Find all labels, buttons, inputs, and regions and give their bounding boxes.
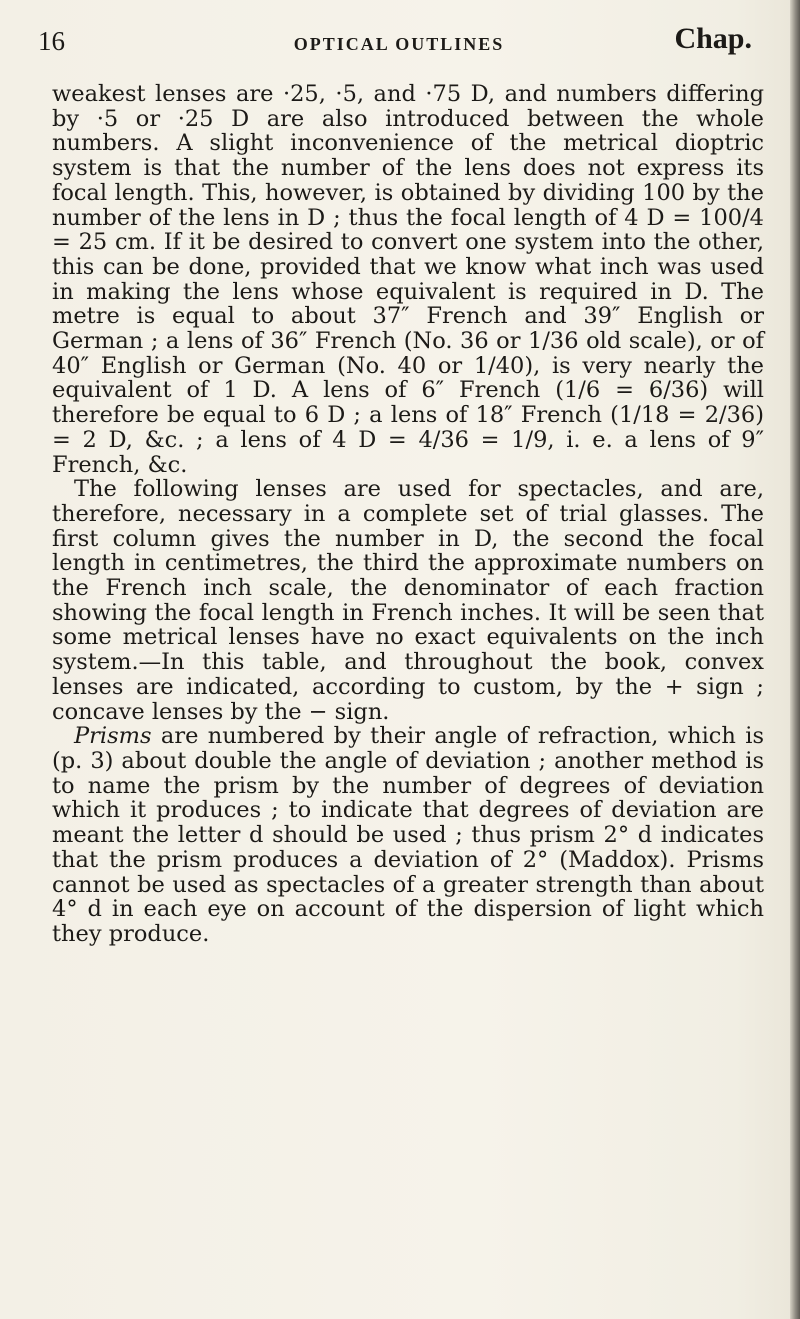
paragraph-trial-glasses: The following lenses are used for spectacles, and are, therefore, necessary in a complete set of trial glasses. The first column gives the number in D, the second the focal length in centimetres, the third the approximate numbers on the French inch scale, the denominator of each fraction showing the focal length in French inches. It will be seen that some metrical lenses have no exact equivalents on the inch system.—In this table, and throughout the book, convex lenses are indicated, according to custom, by the + sign ; concave lenses by the − sign. — [52, 476, 764, 725]
paragraph-lens-numbering: weakest lenses are ·25, ·5, and ·75 D, and numbers differing by ·5 or ·25 D are also introduced between the whole numbers. A slight inconvenience of the metrical dioptric system is that the number of the lens does not express its focal length. This, however, is obtained by dividing 100 by the number of the lens in D ; thus the focal length of 4 D = 100/4 = 25 cm. If it be desired to convert one system into the other, this can be done, provided that we know what inch was used in making the lens whose equivalent is required in D. The metre is equal to about 37″ French and 39″ English or German ; a lens of 36″ French (No. 36 or 1/36 old scale), or of 40″ English or German (No. 40 or 1/40), is very nearly the equivalent of 1 D. A lens of 6″ French (1/6 = 6/36) will therefore be equal to 6 D ; a lens of 18″ French (1/18 = 2/36) = 2 D, &c. ; a lens of 4 D = 4/36 = 1/9, i. e. a lens of 9″ French, &c. — [52, 81, 764, 478]
prisms-text: are numbered by their angle of refraction, which is (p. 3) about double the angle of deviation ; another method is to name the prism by the number of degrees of deviation which it produces ; to indicate that degrees of deviation are meant the letter d should be used ; thus prism 2° d indicates that the prism produces a deviation of 2° (Maddox). Prisms cannot be used as spectacles of a greater strength than about 4° d in each eye on account of the dispersion of light which they produce. — [52, 723, 764, 947]
prisms-lead-word: Prisms — [74, 723, 152, 750]
body-text — [52, 82, 764, 947]
paragraph-prisms — [52, 724, 764, 946]
running-head: OPTICAL OUTLINES — [293, 34, 505, 54]
page-header — [38, 20, 760, 66]
page-number: 16 — [38, 26, 65, 56]
page-edge-shadow — [790, 0, 800, 1319]
chapter-label: Chap. — [674, 22, 752, 55]
